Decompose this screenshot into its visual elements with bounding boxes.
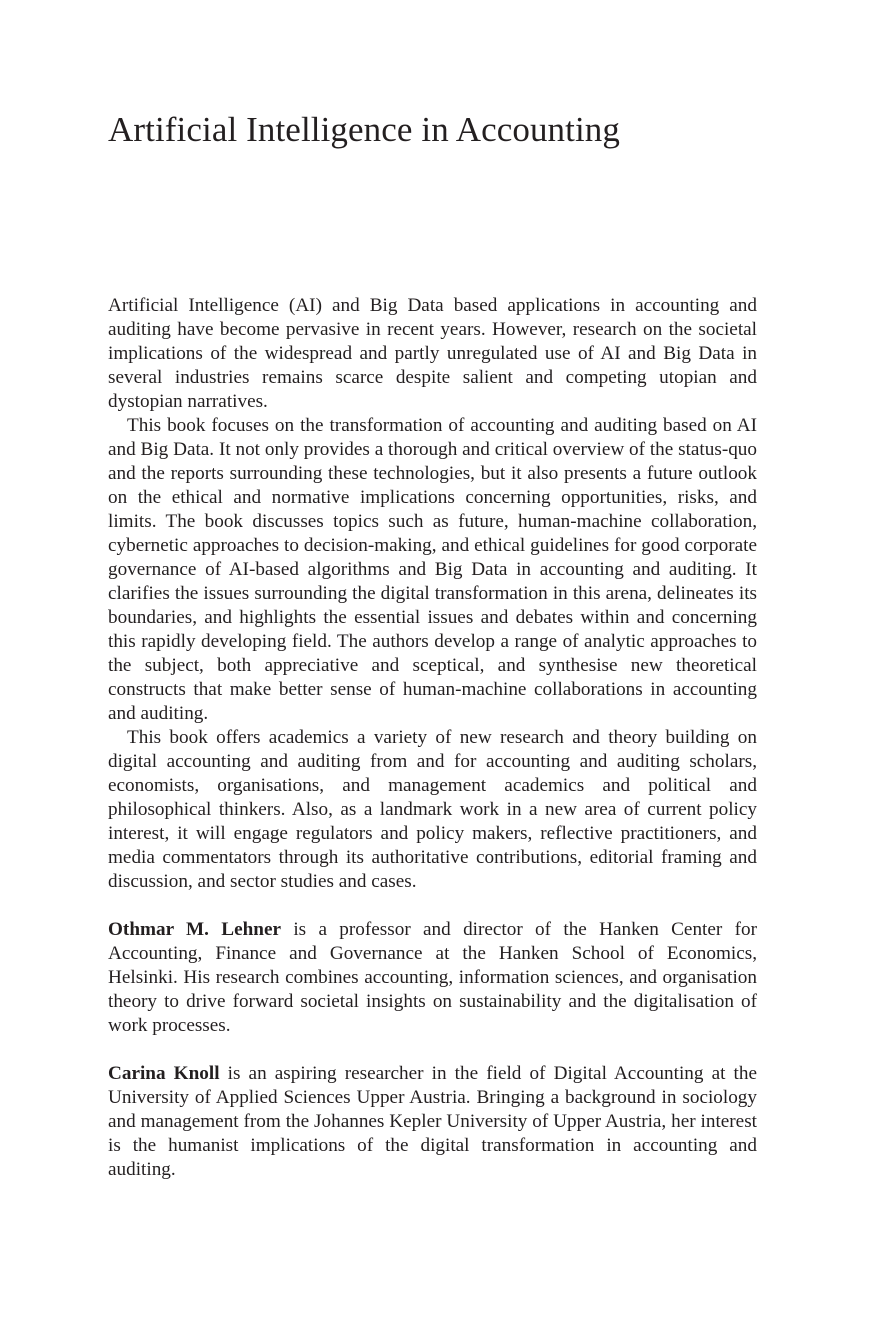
description-paragraph-2: This book focuses on the transformation of accounting and auditing based on AI and Big Data. It not only provides a thorough and critical overview of the status-quo and the reports surrounding these technologies, but it also presents a future outlook on the ethical and normative implications concerning opportunities, risks, and limits. The book discusses topics such as future, human-machine collaboration, cybernetic approaches to decision-making, and ethical guidelines for good corporate governance of AI-based algorithms and Big Data in accounting and auditing. It clarifies the issues surrounding the digital transformation in this arena, delineates its boundaries, and highlights the essential issues and debates within and concerning this rapidly developing field. The authors develop a range of analytic approaches to the subject, both appreciative and sceptical, and synthesise new theoretical constructs that make better sense of human-machine collaborations in accounting and auditing. [108,415,757,724]
author-name: Carina Knoll [108,1063,220,1084]
author-name: Othmar M. Lehner [108,919,281,940]
author-bio-knoll [108,1062,757,1182]
description-paragraph-1: Artificial Intelligence (AI) and Big Data based applications in accounting and auditing have become pervasive in recent years. However, research on the societal implications of the widespread and partly unregulated use of AI and Big Data in several industries remains scarce despite salient and competing utopian and dystopian narratives. [108,295,757,412]
author-bio-lehner [108,918,757,1038]
book-description [108,294,757,894]
author-bio-text: is an aspiring researcher in the field of Digital Accounting at the University of Applied Sciences Upper Austria. Bringing a background in sociology and management from the Johannes Kepler University of Upper Austria, her interest is the humanist implications of the digital transformation in accounting and auditing. [108,1063,757,1180]
description-paragraph-3: This book offers academics a variety of new research and theory building on digital accounting and auditing from and for accounting and auditing scholars, economists, organisations, and management academics and political and philosophical thinkers. Also, as a landmark work in a new area of current policy interest, it will engage regulators and policy makers, reflective practitioners, and media commentators through its authoritative contributions, editorial framing and discussion, and sector studies and cases. [108,727,757,892]
book-title: Artificial Intelligence in Accounting [108,110,621,149]
author-bio-text: is a professor and director of the Hanken Center for Accounting, Finance and Governance at the Hanken School of Economics, Helsinki. His research combines accounting, information sciences, and organisation theory to drive forward societal insights on sustainability and the digitalisation of work processes. [108,919,757,1036]
